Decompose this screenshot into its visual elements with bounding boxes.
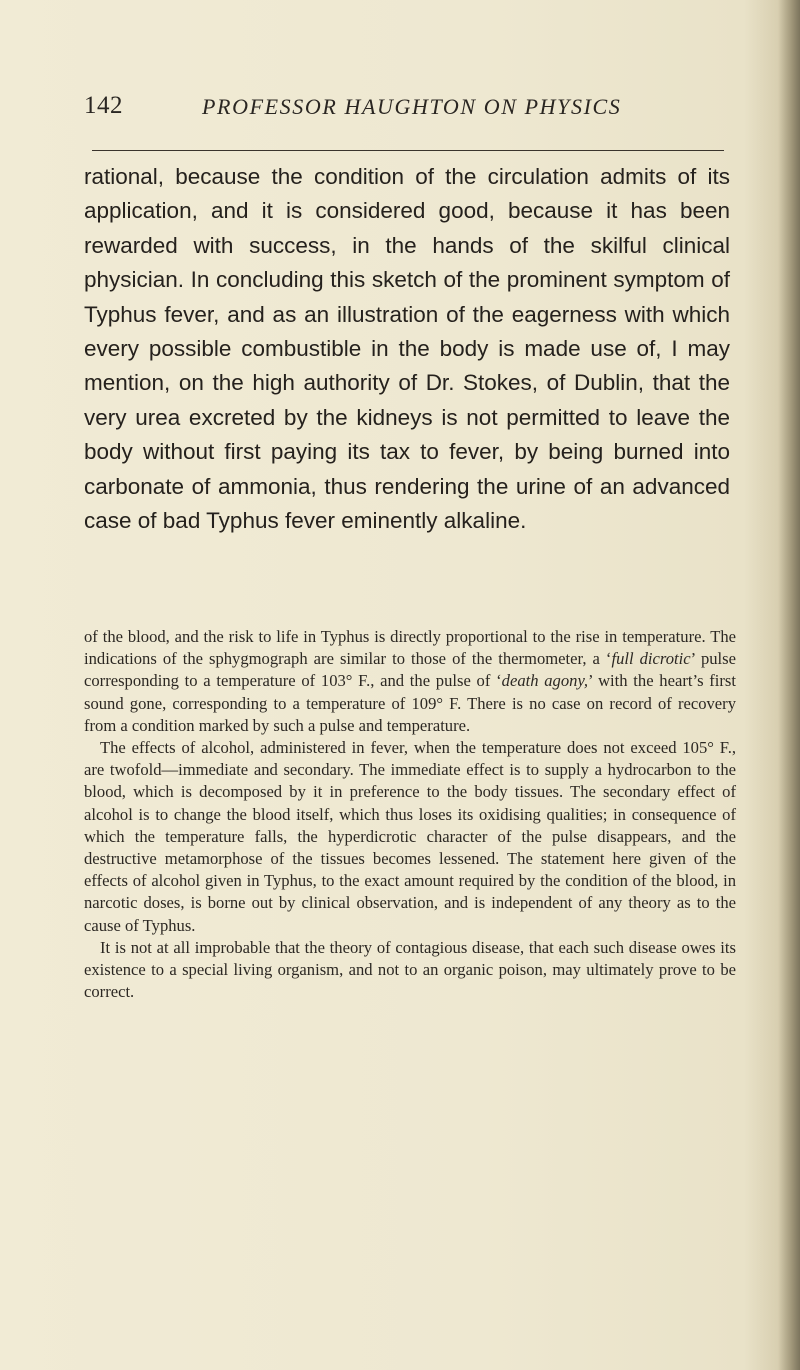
footnote-paragraph-1 [84, 626, 736, 737]
header-rule [92, 150, 724, 151]
footnote-paragraph-3: It is not at all improbable that the theory of contagious disease, that each such disease owes its existence to a special living organism, and not to an organic poison, may ultimately prove to be correct. [84, 937, 736, 1002]
italic-term-death-agony: death agony, [501, 671, 589, 691]
page-edge-shadow [778, 0, 800, 1370]
footnote-paragraph-2: The effects of alcohol, administered in fever, when the temperature does not exceed 105° F., are twofold—immediate and secondary. The immediate effect is to supply a hydrocarbon to the blood, which is decomposed by it in preference to the body tissues. The secondary effect of alcohol is to change the blood itself, which thus loses its oxidising qualities; in consequence of which the temperature falls, the hyperdicrotic character of the pulse disappears, and the destructive metamorphose of the tissues becomes lessened. The statement here given of the effects of alcohol given in Typhus, to the exact amount required by the condition of the blood, in narcotic doses, is borne out by clinical observation, and is independent of any theory as to the cause of Typhus. [84, 738, 736, 935]
italic-term-full-dicrotic: full dicrotic [611, 649, 691, 669]
running-title: PROFESSOR HAUGHTON ON PHYSICS [202, 94, 622, 119]
page-header [84, 92, 744, 126]
page-number: 142 [84, 92, 123, 119]
footnote-text: ’ pulse corresponding to a temperature of 103° F., and the pulse of ‘ [84, 649, 736, 691]
footnote-text: ’ with the heart’s first sound gone, corresponding to a temperature of 109° F. There is no case on record of recovery from a condition marked by such a pulse and temperature. [84, 671, 737, 735]
footnote-text: of the blood, and the risk to life in Typhus is directly proportional to the rise in temperature. The indications of the sphygmograph are similar to those of the thermometer, a ‘ [84, 627, 736, 669]
main-paragraph: rational, because the condition of the circulation admits of its application, and it is considered good, because it has been rewarded with success, in the hands of the skilful clinical physician. In concluding this sketch of the prominent symptom of Typhus fever, and as an illustration of the eagerness with which every possible combustible in the body is made use of, I may mention, on the high authority of Dr. Stokes, of Dublin, that the very urea excreted by the kidneys is not permitted to leave the body without first paying its tax to fever, by being burned into carbonate of ammonia, thus rendering the urine of an advanced case of bad Typhus fever eminently alkaline. [84, 164, 730, 534]
footnotes [84, 626, 736, 1003]
